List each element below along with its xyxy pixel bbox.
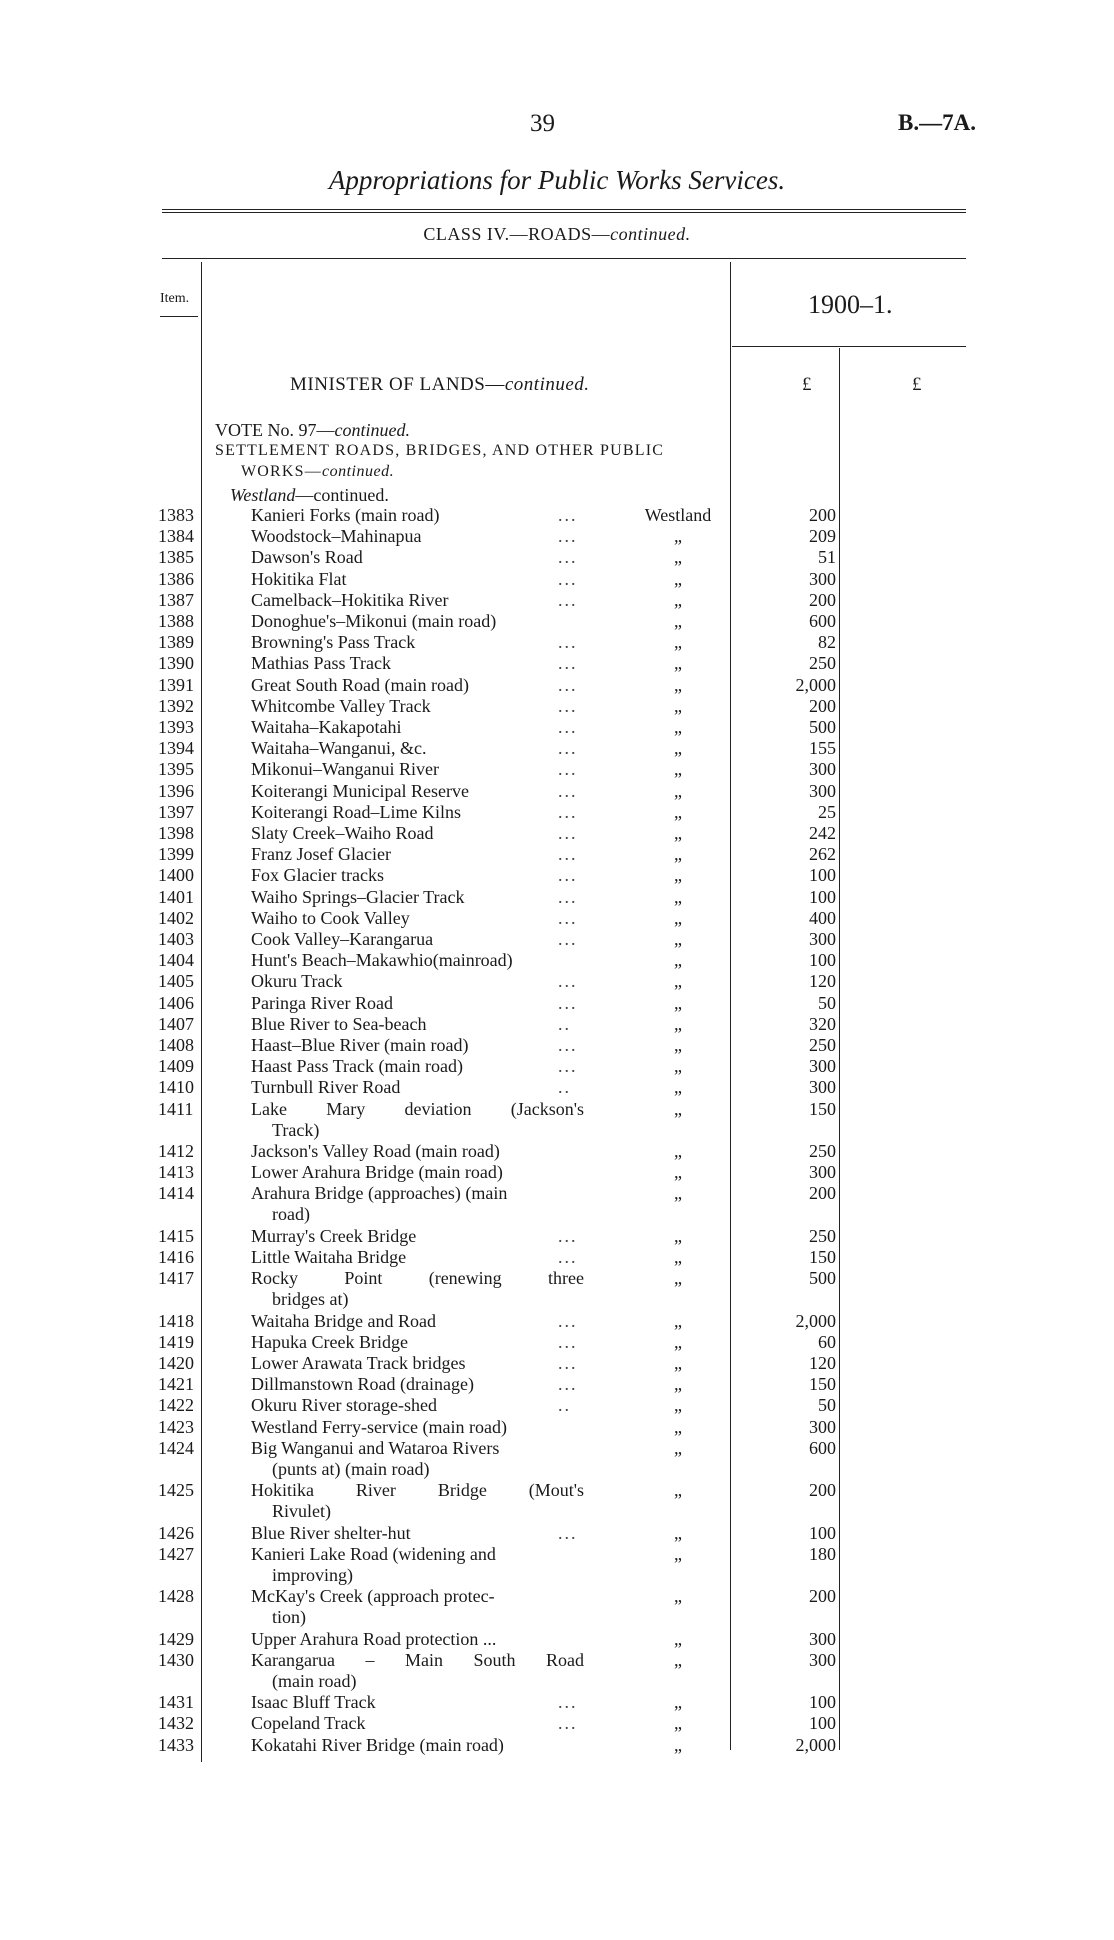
amount: 300 [809,1628,836,1649]
amount: 200 [809,505,836,525]
item-number: 1385 [158,547,194,568]
item-description: Kanieri Lake Road (widening and [251,1543,496,1564]
amount: 300 [809,780,836,801]
amount: 320 [809,1013,836,1034]
item-description: Camelback–Hokitika River [251,589,449,610]
district-name: „ [674,1480,682,1501]
item-number: 1387 [158,589,194,610]
leader-dots: ... [558,992,578,1013]
year-column-header: 1900–1. [808,290,893,319]
item-description: Lower Arahura Bridge (main road) [251,1162,503,1183]
district-name: „ [674,717,682,737]
district-name: „ [674,738,682,759]
item-description: Little Waitaha Bridge [251,1247,407,1267]
amount: 82 [818,632,836,653]
district-name: Westland [644,505,712,525]
leader-dots: ... [558,844,578,865]
district-name: „ [674,1437,682,1458]
item-description-continued: (main road) [272,1670,357,1691]
district-name: „ [674,611,682,631]
leader-dots: ... [558,1035,578,1055]
item-description: Kokatahi River Bridge (main road) [251,1734,504,1755]
amount: 50 [818,1395,836,1416]
leader-dots: ... [558,738,578,759]
item-description: Okuru River storage-shed [251,1395,437,1416]
amount: 25 [818,801,836,822]
item-description: Fox Glacier tracks [251,865,384,886]
district-name: „ [674,971,682,992]
district-name: „ [674,759,682,780]
district-name: „ [674,1522,682,1543]
item-number: 1406 [158,992,194,1013]
amount: 150 [809,1098,836,1119]
item-number: 1429 [158,1628,194,1649]
item-description-words [251,1650,584,1671]
description-word: South [473,1649,516,1670]
district-name: „ [674,1416,682,1437]
leader-dots: ... [558,1522,578,1543]
rule-table-top [162,258,966,259]
item-number: 1428 [158,1586,194,1607]
item-description [251,1099,584,1120]
district-name: „ [674,1077,682,1098]
leader-dots: ... [558,929,578,949]
district-name: „ [674,526,682,547]
item-description: Hapuka Creek Bridge [251,1331,408,1352]
item-number: 1399 [158,844,194,865]
item-description: Waitaha–Wanganui, &c. [251,738,427,759]
item-description: Okuru Track [251,971,343,992]
amount: 300 [809,1056,836,1077]
leader-dots: ... [558,907,578,928]
item-description: Mathias Pass Track [251,653,392,674]
district-name: „ [674,653,682,674]
district-name: „ [674,1310,682,1331]
minister-heading-main: MINISTER OF LANDS— [290,374,505,395]
item-number: 1426 [158,1522,194,1543]
vote-heading [215,420,410,441]
district-name: „ [674,865,682,886]
amount: 250 [809,1141,836,1161]
amount: 100 [809,886,836,907]
leader-dots: ... [558,547,578,568]
item-description: Jackson's Valley Road (main road) [251,1141,500,1161]
minister-heading-cont: continued. [504,374,590,395]
district-name: „ [674,632,682,653]
district-name: „ [674,801,682,822]
item-description: Haast–Blue River (main road) [251,1035,469,1055]
description-word: – [365,1649,375,1670]
district-name: „ [674,886,682,907]
leader-dots: ... [558,865,578,886]
item-description: Donoghue's–Mikonui (main road) [251,611,497,631]
item-description: Arahura Bridge (approaches) (main [251,1183,508,1204]
amount: 250 [809,1225,836,1246]
item-description-continued: Track) [272,1119,320,1140]
item-description-continued: bridges at) [272,1289,349,1310]
amount: 250 [809,653,836,674]
amount: 500 [809,717,836,737]
amount: 600 [809,1437,836,1458]
item-number: 1431 [158,1692,194,1713]
item-number: 1423 [158,1416,194,1437]
item-number: 1409 [158,1056,194,1077]
description-word: Mary [326,1098,366,1119]
item-header-underline [160,316,198,317]
item-number: 1413 [158,1162,194,1183]
district-name: „ [674,1056,682,1077]
district-name: „ [674,1586,682,1607]
item-description-words [251,1268,584,1289]
description-word: Lake [251,1098,287,1119]
subheading-line-1: SETTLEMENT ROADS, BRIDGES, AND OTHER PUBLIC [215,442,665,459]
item-number: 1386 [158,568,194,589]
item-description: Haast Pass Track (main road) [251,1056,463,1077]
district-name: „ [674,992,682,1013]
subheading-line-2-cont: continued. [321,463,395,480]
item-number: 1398 [158,823,194,843]
amount: 100 [809,1522,836,1543]
item-number: 1396 [158,780,194,801]
amount: 2,000 [795,674,836,695]
description-word: Karangarua [251,1649,335,1670]
region-heading [230,485,389,506]
amount: 300 [809,568,836,589]
class-heading-main: CLASS IV.—ROADS— [423,224,611,244]
item-description: Waiho to Cook Valley [251,907,410,928]
description-word: (renewing [428,1268,502,1289]
amount: 200 [809,1586,836,1607]
item-number: 1390 [158,653,194,674]
district-name: „ [674,1183,682,1204]
item-description: Dillmanstown Road (drainage) [251,1374,474,1395]
amount: 400 [809,907,836,928]
leader-dots: ... [558,1056,578,1077]
item-description: Cook Valley–Karangarua [251,929,434,949]
item-number: 1420 [158,1353,194,1373]
description-word: Rocky [251,1268,298,1289]
description-word: Road [545,1649,584,1670]
amount: 51 [818,547,836,568]
item-number: 1404 [158,950,194,971]
amount: 150 [809,1247,836,1267]
item-description: Big Wanganui and Wataroa Rivers [251,1437,500,1458]
district-name: „ [674,950,682,971]
amount: 262 [809,844,836,865]
document-reference: B.—7A. [898,110,976,135]
leader-dots: ... [558,1353,578,1373]
district-name: „ [674,1374,682,1395]
item-description [251,1650,584,1671]
amount: 180 [809,1543,836,1564]
class-heading-cont: continued. [610,224,691,244]
district-name: „ [674,1225,682,1246]
currency-symbol-2: £ [912,374,922,395]
leader-dots: ... [558,971,578,992]
district-name: „ [674,674,682,695]
item-number: 1430 [158,1649,194,1670]
amount: 300 [809,1077,836,1098]
item-description: Lower Arawata Track bridges [251,1353,466,1373]
item-description-continued: (punts at) (main road) [272,1458,430,1479]
district-name: „ [674,547,682,568]
item-number: 1422 [158,1395,194,1416]
amount: 2,000 [795,1310,836,1331]
item-description: Slaty Creek–Waiho Road [251,823,434,843]
amount: 300 [809,929,836,949]
leader-dots: ... [558,695,578,716]
item-description: McKay's Creek (approach protec- [251,1586,495,1607]
description-word: (Mout's [528,1480,584,1501]
amount: 100 [809,1713,836,1734]
amount: 300 [809,1649,836,1670]
year-header-underline [732,346,966,347]
leader-dots: .. [558,1013,571,1034]
item-description: Turnbull River Road [251,1077,401,1098]
amount-column-divider [730,262,731,1750]
district-name: „ [674,568,682,589]
district-name: „ [674,589,682,610]
item-number: 1400 [158,865,194,886]
item-number: 1427 [158,1543,194,1564]
item-number: 1410 [158,1077,194,1098]
item-description: Waiho Springs–Glacier Track [251,886,465,907]
leader-dots: ... [558,674,578,695]
leader-dots: ... [558,568,578,589]
leader-dots: ... [558,1692,578,1713]
item-description: Hokitika Flat [251,568,347,589]
leader-dots: ... [558,1310,578,1331]
page-number: 39 [530,110,555,137]
item-description: Waitaha Bridge and Road [251,1310,436,1331]
leader-dots: ... [558,1225,578,1246]
item-description: Whitcombe Valley Track [251,695,431,716]
rule-top [162,209,966,210]
leader-dots: ... [558,632,578,653]
district-name: „ [674,1013,682,1034]
item-description: Waitaha–Kakapotahi [251,717,402,737]
minister-heading [290,374,590,396]
amount: 200 [809,695,836,716]
amount: 100 [809,1692,836,1713]
item-description: Dawson's Road [251,547,363,568]
item-number: 1424 [158,1437,194,1458]
item-description: Koiterangi Municipal Reserve [251,780,469,801]
item-number: 1421 [158,1374,194,1395]
description-word: River [355,1480,396,1501]
item-number: 1405 [158,971,194,992]
item-description: Mikonui–Wanganui River [251,759,440,780]
item-number: 1419 [158,1331,194,1352]
item-number: 1384 [158,526,194,547]
district-name: „ [674,1395,682,1416]
district-name: „ [674,1713,682,1734]
item-description: Blue River to Sea-beach [251,1013,427,1034]
item-number: 1394 [158,738,194,759]
district-name: „ [674,1353,682,1373]
item-description: Kanieri Forks (main road) [251,505,440,525]
item-number: 1402 [158,907,194,928]
item-number: 1425 [158,1480,194,1501]
amount: 120 [809,971,836,992]
region-name: Westland [230,485,296,505]
amount: 200 [809,1183,836,1204]
leader-dots: ... [558,801,578,822]
description-word: (Jackson's [510,1098,584,1119]
item-number: 1401 [158,886,194,907]
currency-symbol-1: £ [802,374,812,395]
description-word: three [548,1268,584,1289]
item-description: Paringa River Road [251,992,393,1013]
item-description-continued: improving) [272,1564,353,1585]
item-description: Isaac Bluff Track [251,1692,376,1713]
description-word: Hokitika [251,1480,314,1501]
item-number: 1416 [158,1247,194,1267]
district-name: „ [674,929,682,949]
leader-dots: ... [558,717,578,737]
district-name: „ [674,1543,682,1564]
amount: 250 [809,1035,836,1055]
amount: 100 [809,865,836,886]
district-name: „ [674,695,682,716]
item-number: 1417 [158,1268,194,1289]
item-description: Westland Ferry-service (main road) [251,1416,507,1437]
item-number: 1388 [158,611,194,631]
amount: 60 [818,1331,836,1352]
leader-dots: ... [558,526,578,547]
leader-dots: ... [558,589,578,610]
leader-dots: ... [558,653,578,674]
district-name: „ [674,1692,682,1713]
item-number: 1395 [158,759,194,780]
district-name: „ [674,823,682,843]
district-name: „ [674,1734,682,1755]
amount: 209 [809,526,836,547]
region-cont: —continued. [295,485,389,505]
item-description: Browning's Pass Track [251,632,416,653]
district-name: „ [674,1331,682,1352]
page-title: Appropriations for Public Works Services. [328,165,786,195]
leader-dots: ... [558,780,578,801]
leader-dots: ... [558,1331,578,1352]
item-description-continued: Rivulet) [272,1501,331,1522]
district-name: „ [674,1035,682,1055]
item-number: 1432 [158,1713,194,1734]
item-description-words [251,1480,584,1501]
description-word: Bridge [437,1480,487,1501]
amount: 600 [809,611,836,631]
item-description-words [251,1099,584,1120]
district-name: „ [674,1141,682,1161]
district-name: „ [674,844,682,865]
amount: 200 [809,1480,836,1501]
leader-dots: ... [558,759,578,780]
amount: 120 [809,1353,836,1373]
total-column-divider [839,348,840,1750]
item-description: Great South Road (main road) [251,674,469,695]
class-heading [0,224,1114,245]
description-word: deviation [404,1098,472,1119]
item-number: 1407 [158,1013,194,1034]
amount: 300 [809,1416,836,1437]
item-number: 1414 [158,1183,194,1204]
amount: 100 [809,950,836,971]
amount: 200 [809,589,836,610]
amount: 300 [809,1162,836,1183]
item-description: Koiterangi Road–Lime Kilns [251,801,461,822]
amount: 500 [809,1268,836,1289]
rule-top-double [162,212,966,213]
leader-dots: .. [558,1077,571,1098]
amount: 150 [809,1374,836,1395]
district-name: „ [674,1162,682,1183]
item-description: Upper Arahura Road protection ... [251,1628,497,1649]
item-description-continued: road) [272,1204,310,1225]
item-description [251,1268,584,1289]
item-number: 1412 [158,1141,194,1161]
amount: 2,000 [795,1734,836,1755]
item-number: 1397 [158,801,194,822]
item-number: 1393 [158,717,194,737]
item-number: 1403 [158,929,194,949]
amount: 300 [809,759,836,780]
district-name: „ [674,1268,682,1289]
district-name: „ [674,907,682,928]
amount: 242 [809,823,836,843]
item-description: Copeland Track [251,1713,366,1734]
district-name: „ [674,1247,682,1267]
amount: 155 [809,738,836,759]
vote-heading-cont: continued. [334,420,410,440]
item-description: Woodstock–Mahinapua [251,526,422,547]
amount: 50 [818,992,836,1013]
leader-dots: ... [558,1374,578,1395]
vote-heading-main: VOTE No. 97— [215,420,335,440]
district-name: „ [674,780,682,801]
item-description [251,1480,584,1501]
item-column-header: Item. [160,291,190,306]
item-number: 1391 [158,674,194,695]
item-description: Murray's Creek Bridge [251,1225,417,1246]
description-word: Point [344,1268,383,1289]
item-number: 1389 [158,632,194,653]
leader-dots: .. [558,1395,571,1416]
item-description: Franz Josef Glacier [251,844,391,865]
item-number: 1433 [158,1734,194,1755]
district-name: „ [674,1628,682,1649]
item-description: Blue River shelter-hut [251,1522,411,1543]
district-name: „ [674,1098,682,1119]
leader-dots: ... [558,886,578,907]
leader-dots: ... [558,1713,578,1734]
item-number: 1392 [158,695,194,716]
item-description: Hunt's Beach–Makawhio(mainroad) [251,950,513,971]
item-number: 1411 [158,1098,194,1119]
description-word: Main [404,1649,443,1670]
item-number: 1383 [158,505,194,525]
item-number: 1418 [158,1310,194,1331]
district-name: „ [674,1649,682,1670]
leader-dots: ... [558,1247,578,1267]
item-number: 1415 [158,1225,194,1246]
subheading-line-2 [241,463,394,481]
leader-dots: ... [558,823,578,843]
subheading-line-2-main: WORKS— [241,463,322,480]
item-description-continued: tion) [272,1607,306,1628]
leader-dots: ... [558,505,578,525]
item-number: 1408 [158,1035,194,1055]
